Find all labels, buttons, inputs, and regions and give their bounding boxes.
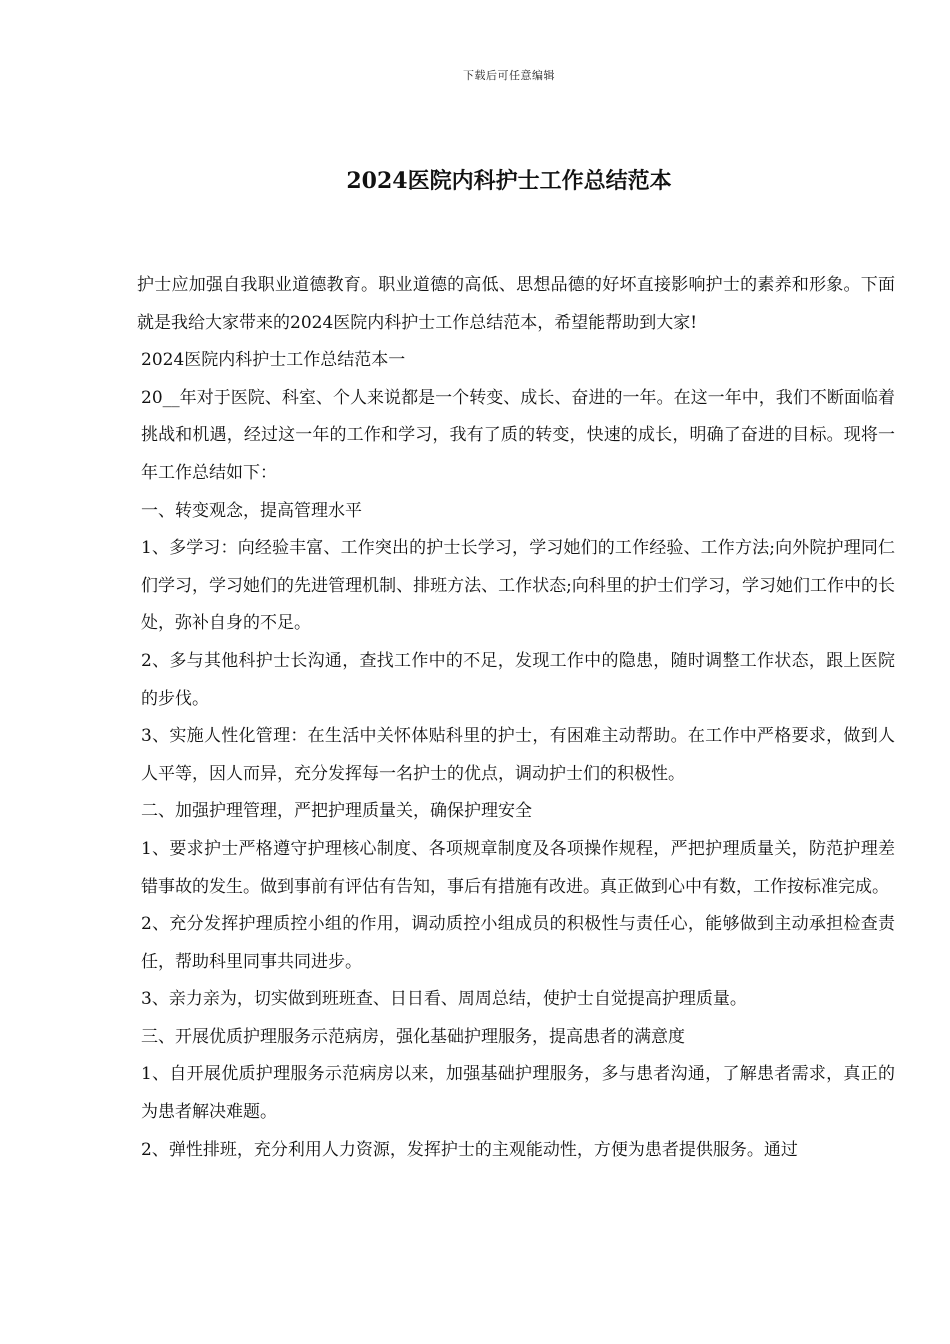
header-note: 下载后可任意编辑: [463, 69, 555, 82]
body-paragraph: 1、自开展优质护理服务示范病房以来，加强基础护理服务，多与患者沟通，了解患者需求，真正的为患者解决难题。: [141, 1064, 895, 1123]
body-paragraph: 20__年对于医院、科室、个人来说都是一个转变、成长、奋进的一年。在这一年中，我们不断面临着挑战和机遇，经过这一年的工作和学习，我有了质的转变，快速的成长，明确了奋进的目标。现将一年工作总结如下：: [141, 387, 895, 483]
section-heading: 2024医院内科护士工作总结范本一: [141, 350, 406, 371]
intro-paragraph: 护士应加强自我职业道德教育。职业道德的高低、思想品德的好坏直接影响护士的素养和形象。下面就是我给大家带来的2024医院内科护士工作总结范本，希望能帮助到大家!: [137, 275, 895, 333]
section-heading: 三、开展优质护理服务示范病房，强化基础护理服务，提高患者的满意度: [141, 1026, 685, 1047]
body-paragraph: 2、充分发挥护理质控小组的作用，调动质控小组成员的积极性与责任心，能够做到主动承担检查责任，帮助科里同事共同进步。: [141, 914, 895, 972]
body-paragraph: 1、要求护士严格遵守护理核心制度、各项规章制度及各项操作规程，严把护理质量关，防范护理差错事故的发生。做到事前有评估有告知，事后有措施有改进。真正做到心中有数，工作按标准完成。: [141, 838, 895, 897]
body-paragraph: 3、实施人性化管理：在生活中关怀体贴科里的护士，有困难主动帮助。在工作中严格要求，做到人人平等，因人而异，充分发挥每一名护士的优点，调动护士们的积极性。: [141, 726, 895, 784]
body-paragraph: 3、亲力亲为，切实做到班班查、日日看、周周总结，使护士自觉提高护理质量。: [141, 989, 747, 1010]
document-title: 2024医院内科护士工作总结范本: [346, 168, 672, 194]
section-heading: 一、转变观念，提高管理水平: [141, 500, 362, 521]
document-body: [137, 267, 895, 1169]
body-paragraph: 2、多与其他科护士长沟通，查找工作中的不足，发现工作中的隐患，随时调整工作状态，跟上医院的步伐。: [141, 650, 895, 709]
section-heading: 二、加强护理管理，严把护理质量关，确保护理安全: [141, 801, 532, 822]
body-paragraph: 1、多学习：向经验丰富、工作突出的护士长学习，学习她们的工作经验、工作方法;向外院护理同仁们学习，学习她们的先进管理机制、排班方法、工作状态;向科里的护士们学习，学习她们工作中的长处，弥补自身的不足。: [141, 538, 895, 634]
body-paragraph: 2、弹性排班，充分利用人力资源，发挥护士的主观能动性，方便为患者提供服务。通过: [141, 1139, 798, 1160]
